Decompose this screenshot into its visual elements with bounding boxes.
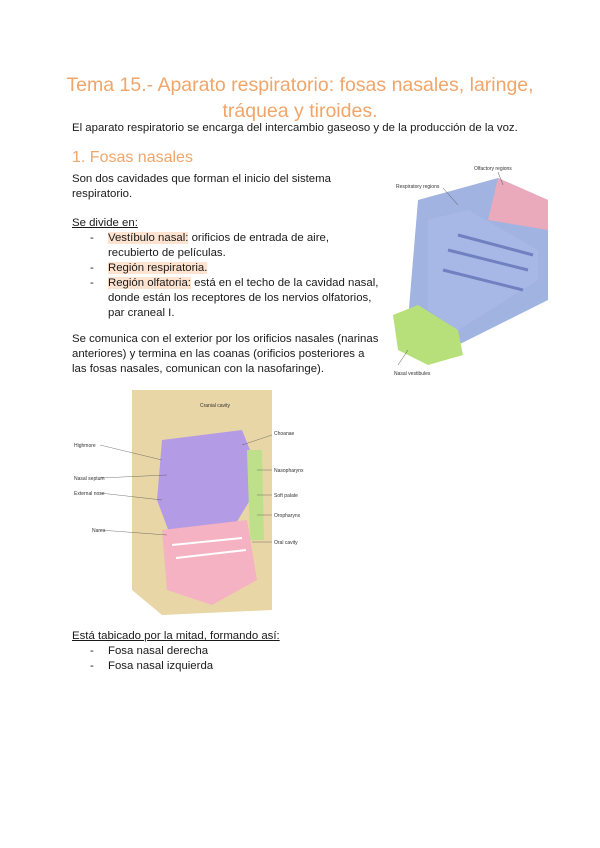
list-item: - Fosa nasal izquierda	[90, 659, 340, 674]
item-term: Vestíbulo nasal:	[108, 232, 189, 244]
vestibules-label: Nasal vestibules	[394, 371, 431, 377]
section-description: Son dos cavidades que forman el inicio del sistema respiratorio.	[72, 173, 331, 200]
respiratory-label: Respiratory regions	[396, 184, 440, 190]
choanae-label: Choanae	[274, 431, 295, 437]
external-nose-label: External nose	[74, 491, 105, 497]
page-title: Tema 15.- Aparato respiratorio: fosas nasales, laringe, tráquea y tiroides.	[66, 74, 534, 122]
item-term: Región olfatoria:	[108, 277, 191, 289]
nasal-septum-label: Nasal septum	[74, 476, 105, 482]
item-text: orificios de entrada de aire, recubierto de películas.	[108, 232, 330, 259]
nares-label: Nares	[92, 528, 106, 534]
list-item	[90, 276, 380, 321]
section-heading: 1. Fosas nasales	[72, 149, 193, 166]
list-item	[90, 231, 380, 261]
nasopharynx-label: Nasopharynx	[274, 468, 304, 474]
head-section-figure	[72, 390, 322, 620]
cranial-label: Cranial cavity	[200, 403, 231, 409]
oral-cavity-label: Oral cavity	[274, 540, 298, 546]
regions-list	[90, 231, 380, 321]
list-item	[90, 261, 380, 276]
oropharynx-label: Oropharynx	[274, 513, 301, 519]
item-term: Región respiratoria.	[108, 262, 208, 274]
intro-text: El aparato respiratorio se encarga del intercambio gaseoso y de la producción de la voz.	[72, 122, 518, 134]
divide-label: Se divide en:	[72, 217, 138, 229]
item-text: está en el techo de la cavidad nasal, donde están los receptores de los nervios olfatorios, par craneal I.	[108, 277, 379, 319]
list-item: - Fosa nasal derecha	[90, 644, 340, 659]
nasal-regions-figure	[388, 160, 558, 380]
olfactory-label: Olfactory regions	[474, 166, 512, 172]
fosas-list	[90, 644, 340, 674]
soft-palate-label: Soft palate	[274, 493, 298, 499]
tabicado-label: Está tabicado por la mitad, formando así:	[72, 630, 280, 642]
highmore-label: Highmore	[74, 443, 96, 449]
communication-text: Se comunica con el exterior por los orificios nasales (narinas anteriores) y termina en las coanas (orificios posteriores a las fosas nasales, comunican con la nasofaringe).	[72, 333, 379, 375]
